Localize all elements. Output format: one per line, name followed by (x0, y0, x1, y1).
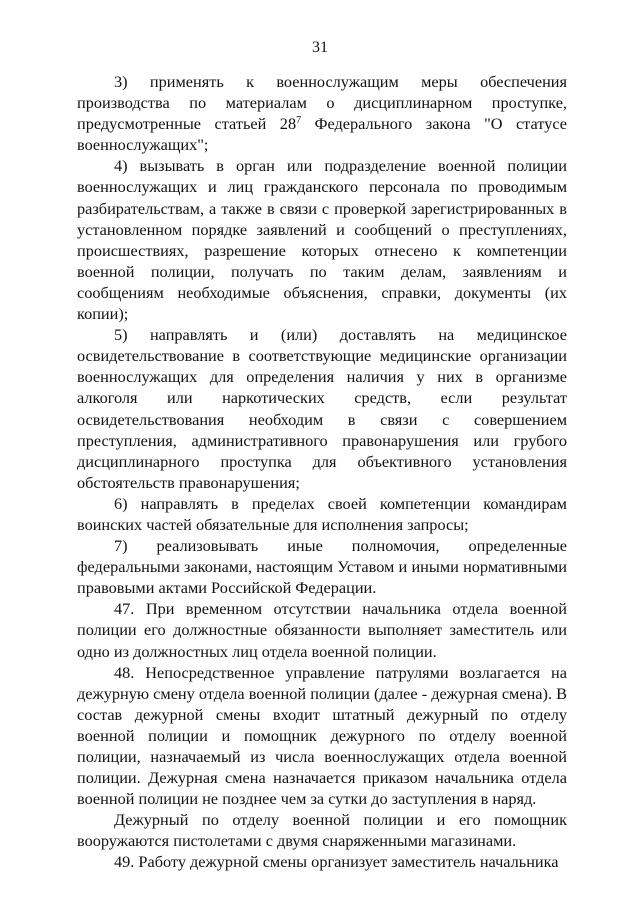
paragraph-item-4: 4) вызывать в орган или подразделение военной полиции военнослужащих и лиц гражданского персонала по проводимым разбирательствам, а также в связи с проверкой зарегистрированных в установленном порядке заявлений и сообщений о преступлениях, происшествиях, разрешение которых отнесено к компетенции военной полиции, получать по таким делам, заявлениям и сообщениям необходимые объяснения, справки, документы (их копии); (77, 156, 567, 324)
paragraph-text: 3) применять к военнослужащим меры обеспечения производства по материалам о дисциплинарном проступке, предусмотренные статьей 28 (77, 72, 567, 134)
paragraph-item-3 (77, 71, 567, 155)
paragraph-text: Федерального закона "О статусе военнослужащих"; (77, 114, 567, 155)
paragraph-49: 49. Работу дежурной смены организует заместитель начальника (114, 852, 559, 872)
paragraph-48-continued: Дежурный по отделу военной полиции и его помощник вооружаются пистолетами с двумя снаряженными магазинами. (77, 810, 567, 851)
superscript: 7 (296, 115, 302, 127)
paragraph-48: 48. Непосредственное управление патрулями возлагается на дежурную смену отдела военной полиции (далее - дежурная смена). В состав дежурной смены входит штатный дежурный по отделу военной полиции и помощник дежурного по отделу военной полиции, назначаемый из числа военнослужащих отдела военной полиции. Дежурная смена назначается приказом начальника отдела военной полиции не позднее чем за сутки до заступления в наряд. (77, 662, 567, 809)
paragraph-47: 47. При временном отсутствии начальника отдела военной полиции его должностные обязанности выполняет заместитель или одно из должностных лиц отдела военной полиции. (77, 599, 567, 661)
paragraph-item-7: 7) реализовывать иные полномочия, определенные федеральными законами, настоящим Уставом и иными нормативными правовыми актами Российской Федерации. (77, 536, 567, 598)
paragraph-item-6: 6) направлять в пределах своей компетенции командирам воинских частей обязательные для исполнения запросы; (77, 493, 567, 534)
document-body (77, 71, 567, 873)
paragraph-item-5: 5) направлять и (или) доставлять на медицинское освидетельствование в соответствующие медицинские организации военнослужащих для определения наличия у них в организме алкоголя или наркотических средств, если результат освидетельствования необходим в связи с совершением преступления, административного правонарушения или грубого дисциплинарного проступка для объективного установления обстоятельств правонарушения; (77, 325, 567, 492)
page-number: 31 (312, 39, 328, 56)
